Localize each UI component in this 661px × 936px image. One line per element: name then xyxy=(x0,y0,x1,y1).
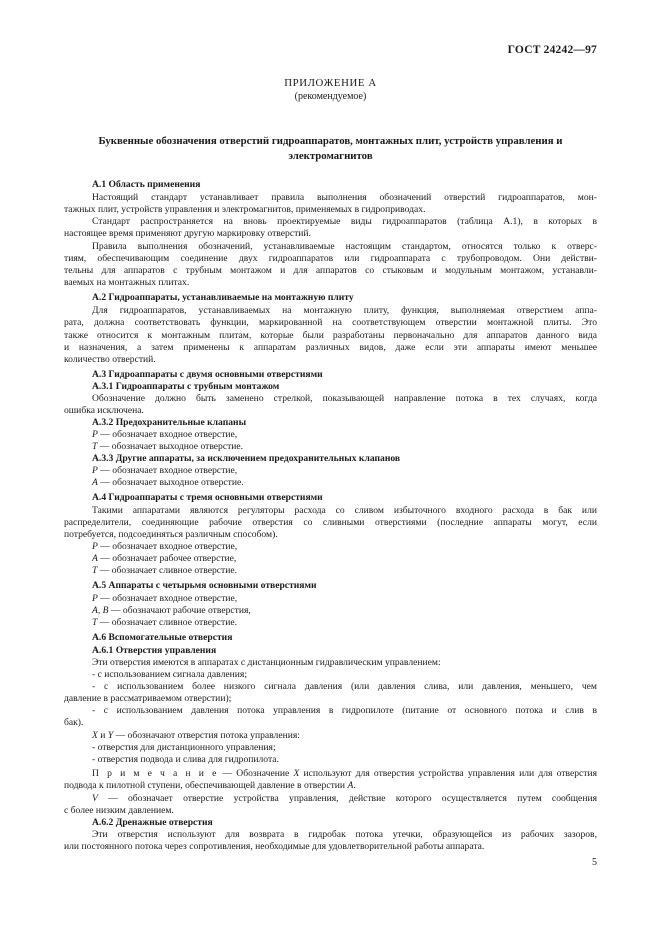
a1-p1-line2: тажных плит, устройств управления и электромагнитов, применяемых в гидроприводах. xyxy=(64,204,426,215)
a3-2-p-line: P — обозначает входное отверстие, xyxy=(92,429,238,440)
v-line1: V — обозначает отверстие устройства управления, действие которого осуществляется путем сообщения xyxy=(92,793,597,804)
a2-line4: и назначения, а затем применены к аппаратам различных видов, даже если эти аппараты имеют меньшее xyxy=(64,342,597,353)
a3-1-line1: Обозначение должно быть заменено стрелкой, показывающей направление потока в тех случаях, когда xyxy=(92,393,597,404)
a5-ab-line: A, B — обозначают рабочие отверстия, xyxy=(92,605,251,616)
note-label: П р и м е ч а н и е xyxy=(92,768,219,779)
a1-p3-line1: Правила выполнения обозначений, устанавливаемые настоящим стандартом, относятся только к отверс- xyxy=(92,241,597,252)
appendix-label: ПРИЛОЖЕНИЕ А xyxy=(284,77,377,89)
subsection-heading-a3-2: А.3.2 Предохранительные клапаны xyxy=(92,417,247,428)
section-heading-a5: А.5 Аппараты с четырьмя основными отверстиями xyxy=(92,580,317,591)
a1-p3-line2: тиям, обеспечивающим соединение двух гидроаппаратов или гидроаппарата с трубопроводом. Они действи- xyxy=(64,253,597,264)
subsection-heading-a3-3: А.3.3 Другие аппараты, за исключением предохранительных клапанов xyxy=(92,453,401,464)
section-heading-a2: А.2 Гидроаппараты, устанавливаемые на монтажную плиту xyxy=(92,292,354,303)
a6-1-xy-line: X и Y — обозначают отверстия потока управления: xyxy=(92,730,300,741)
a3-2-t-line: T — обозначает выходное отверстие. xyxy=(92,441,244,452)
a2-line2: рата, должна соответствовать функции, маркированной на соответствующем отверстии монтажной плиты. Это xyxy=(64,317,597,328)
v-line2: с более низким давлением. xyxy=(64,805,174,816)
a6-1-bullet2-line2: давление в рассматриваемом отверстии); xyxy=(64,693,232,704)
a6-1-intro: Эти отверстия имеются в аппаратах с дистанционным гидравлическим управлением: xyxy=(92,657,441,668)
a1-p3-line4: ваемых на монтажных плитах. xyxy=(64,277,190,288)
a6-1-xy-bullet1: - отверстия для дистанционного управления; xyxy=(92,742,276,753)
a1-p2-line1: Стандарт распространяется на вновь проектируемые виды гидроаппаратов (таблица А.1), в которых в xyxy=(92,216,597,227)
a2-line1: Для гидроаппаратов, устанавливаемых на монтажную плиту, функция, выполняемая отверстием аппа- xyxy=(92,305,597,316)
a4-p-line: P — обозначает входное отверстие, xyxy=(92,541,238,552)
appendix-note: (рекомендуемое) xyxy=(294,91,367,102)
a3-3-a-line: A — обозначает выходное отверстие. xyxy=(92,477,244,488)
a3-3-p-line: P — обозначает входное отверстие, xyxy=(92,465,238,476)
a4-line1: Такими аппаратами являются регуляторы расхода со сливом избыточного входного расхода в бак или xyxy=(92,505,597,516)
a5-t-line: T — обозначает сливное отверстие. xyxy=(92,617,237,628)
section-heading-a4: А.4 Гидроаппараты с тремя основными отверстиями xyxy=(92,492,323,503)
a6-1-bullet2-line1: - с использованием более низкого сигнала давления (или давления слива, или давления, меньшего, чем xyxy=(92,681,597,692)
a5-p-line: P — обозначает входное отверстие, xyxy=(92,593,238,604)
appendix-title: Буквенные обозначения отверстий гидроаппаратов, монтажных плит, устройств управления и электромагнитов xyxy=(98,135,563,162)
a6-2-line1: Эти отверстия используют для возврата в гидробак потока утечки, образующейся из рабочих зазоров, xyxy=(92,829,597,840)
a4-t-line: T — обозначает сливное отверстие. xyxy=(92,565,237,576)
subsection-heading-a6-2: А.6.2 Дренажные отверстия xyxy=(92,817,213,828)
a6-1-xy-bullet2: - отверстия подвода и слива для гидропилота. xyxy=(92,754,279,765)
page-number: 5 xyxy=(592,857,597,868)
subsection-heading-a3-1: А.3.1 Гидроаппараты с трубным монтажом xyxy=(92,381,280,392)
a1-p1-line1: Настоящий стандарт устанавливает правила выполнения обозначений отверстий гидроаппаратов, мон- xyxy=(92,192,597,203)
a4-line2: распределители, соединяющие рабочие отверстия со сливными отверстиями (последние аппараты могут, если xyxy=(64,517,597,528)
a6-1-bullet3-line2: бак). xyxy=(64,717,84,728)
standard-code: ГОСТ 24242—97 xyxy=(507,44,597,56)
a6-1-bullet1: - с использованием сигнала давления; xyxy=(92,669,247,680)
subsection-heading-a6-1: А.6.1 Отверстия управления xyxy=(92,645,217,656)
a4-line3: потребуется, подсоединяться различным способом). xyxy=(64,529,278,540)
section-heading-a3: А.3 Гидроаппараты с двумя основными отверстиями xyxy=(92,369,323,380)
a1-p3-line3: тельны для аппаратов с трубным монтажом и для аппаратов со стыковым и модульным монтажом, устанавли- xyxy=(64,265,597,276)
note-line1: П р и м е ч а н и е — Обозначение X используют для отверстия устройства управления или для отверстия xyxy=(92,768,598,779)
a3-1-line2: ошибка исключена. xyxy=(64,405,144,416)
note-line2: подвода к пилотной ступени, обеспечивающей давление в отверстии A. xyxy=(64,780,356,791)
a2-line3: также относится к монтажным плитам, которые были разработаны первоначально для аппаратов данного вида xyxy=(64,330,597,341)
a4-a-line: A — обозначает рабочее отверстие, xyxy=(92,553,237,564)
a6-2-line2: или постоянного потока через сопротивления, необходимые для удовлетворительной работы аппарата. xyxy=(64,841,485,852)
a2-line5: количество отверстий. xyxy=(64,354,156,365)
section-heading-a1: А.1 Область применения xyxy=(92,179,201,190)
a1-p2-line2: настоящее время применяют другую маркировку отверстий. xyxy=(64,228,311,239)
a6-1-bullet3-line1: - с использованием давления потока управления в гидропилоте (питание от основного потока и слив в xyxy=(92,705,597,716)
section-heading-a6: А.6 Вспомогательные отверстия xyxy=(92,632,233,643)
